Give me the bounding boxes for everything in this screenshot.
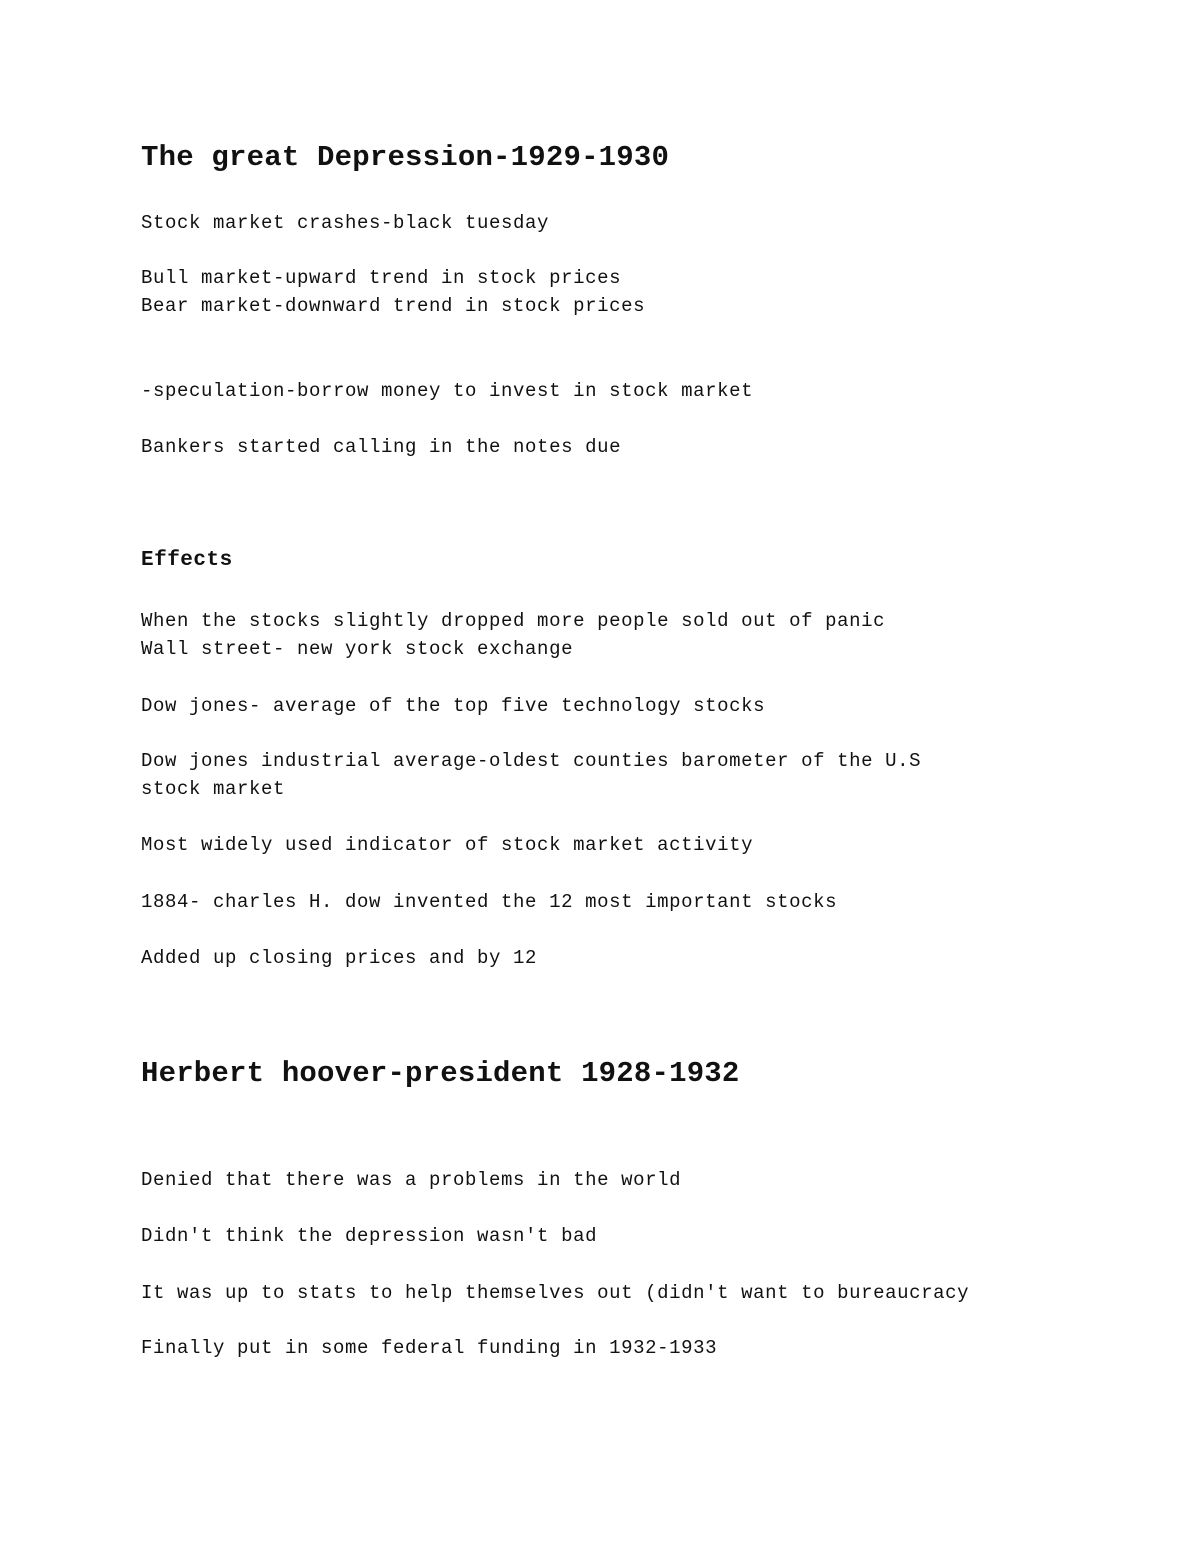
section-heading-herbert-hoover: Herbert hoover-president 1928-1932	[141, 1057, 740, 1090]
text-line: Most widely used indicator of stock market activity	[141, 834, 754, 856]
text-line: When the stocks slightly dropped more people sold out of panic	[141, 610, 886, 632]
text-line: Bear market-downward trend in stock prices	[141, 295, 646, 317]
section-heading-great-depression: The great Depression-1929-1930	[141, 141, 670, 174]
text-line: Bankers started calling in the notes due	[141, 436, 622, 458]
text-line: Stock market crashes-black tuesday	[141, 212, 550, 234]
text-line: Finally put in some federal funding in 1932-1933	[141, 1337, 718, 1359]
text-line: Wall street- new york stock exchange	[141, 638, 574, 660]
text-line: Bull market-upward trend in stock prices	[141, 267, 622, 289]
text-line: Denied that there was a problems in the world	[141, 1169, 682, 1191]
text-line: -speculation-borrow money to invest in stock market	[141, 380, 754, 402]
text-line: 1884- charles H. dow invented the 12 most important stocks	[141, 891, 838, 913]
text-line: Dow jones industrial average-oldest counties barometer of the U.S	[141, 750, 922, 772]
text-line: Dow jones- average of the top five technology stocks	[141, 695, 766, 717]
text-line: It was up to stats to help themselves out (didn't want to bureaucracy	[141, 1282, 970, 1304]
text-line: stock market	[141, 778, 286, 800]
text-line: Added up closing prices and by 12	[141, 947, 538, 969]
text-line: Didn't think the depression wasn't bad	[141, 1225, 598, 1247]
section-heading-effects: Effects	[141, 549, 233, 572]
